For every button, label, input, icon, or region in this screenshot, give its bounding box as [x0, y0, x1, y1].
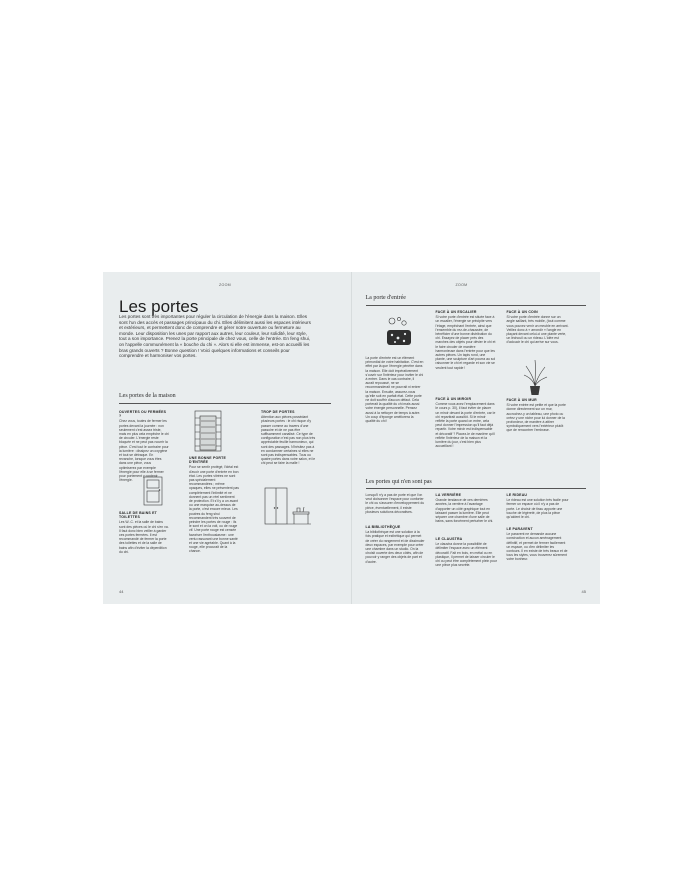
block-heading: FACE À UN MIROIR — [435, 397, 472, 401]
block-facing-mirror — [436, 397, 496, 450]
block-text: Le claustra donne la possibilité de délimiter l'espace avec un élément décoratif. Fait en bois, en métal ou en plastique, il permet de laisser circuler le chi ou peut être complètement plein pour une pièce plus secrète. — [435, 542, 497, 568]
block-heading: LE RIDEAU — [506, 493, 528, 497]
running-header: ZOOM — [455, 283, 468, 287]
block-good-front-door — [189, 456, 239, 556]
block-text: La porte d'entrée est un élément primordial de votre habitation. C'est en effet par là que l'énergie pénètre dans la maison. Elle doit impérativement s'ouvrir sur l'intérieur pour inviter le chi à entrer. Dans le cas contraire, il aurait repoussé, ne se recommanderait ne pourrait ni entrer la maison. Ensuite, assurez-vous qu'elle soit en parfait état. Cette porte ne doit souffrir d'aucun défaut. Cela porterait la qualité du chi mais aussi votre énergie personnelle. Pensez aussi à la nettoyer de temps à autre. Un coup d'éponge améliorera la qualité du chi ! — [365, 356, 424, 424]
block-text: Grande tendance de ces dernières années, la verrière à l'avantage d'apporter un côté graphique tout en laissant passer la lumière. Elle peut séparer une chambre d'une salle de bains, sans forcément perturber le chi. — [435, 498, 494, 524]
block-heading: LE PARAVENT — [506, 527, 533, 531]
section-rule — [119, 403, 331, 404]
block-facing-staircase — [436, 310, 496, 372]
block-facing-corner — [507, 310, 569, 347]
block-text: Le paravent ne demande aucune construction et aucun aménagement définitif, et permet de fermer facilement un espace, ou d'en délimiter les contours. Il en existe de très beaux et de tous les styles, vous trouverez sûrement votre bonheur. — [506, 532, 568, 562]
left-page — [103, 272, 352, 604]
intro-paragraph: Les portes sont très importantes pour réguler la circulation de l'énergie dans la maison. Elles sont l'un des accès et passages principaux du chi. Elles délimitent aussi les espaces intérieurs et extérieurs, et permettent donc de comprendre et gérer notre ouverture ou fermeture au monde. Leur disposition les unes par rapport aux autres, leur couleur, leur solidité, leur style, tout a son importance. Prenez la porte principale de chez vous, celle de l'entrée. En feng shui, on l'appelle communément la « bouche du chi ». Alors si elle est immense, est-on accueilli les bras grands ouverts ? Bonne question ! Voici quelques informations et conseils pour comprendre et harmoniser vos portes. — [119, 314, 311, 359]
block-heading: FACE À UN ESCALIER — [435, 310, 477, 314]
block-front-door-intro — [366, 356, 424, 425]
block-text: Attention aux pièces possédant plusieurs portes : le chi risque d'y passer comme au travers d'une passoire et de ne pas être suffisamment canalisé. Ce type de configuration n'est pas non plus très appréciable feuille harmonieux, qui sont des passages. N'hésitez pas à en condamner certaines si elles ne sont pas indispensables. Tous ou quatre portes dans votre salon, et le chi peut se faire la malle ! — [261, 415, 316, 466]
block-heading: LA VERRIÈRE — [435, 493, 462, 497]
section-rule — [366, 305, 586, 306]
block-text: Lorsqu'il n'y a pas de porte et que l'on veut cloisonner l'espace pour conforter le chi ou s'assurer d'enveloppement du pièce, éventuellement, il existe plusieurs solutions décoratives. — [365, 493, 425, 514]
double-door-room-illustration — [263, 486, 313, 526]
plant-illustration — [520, 358, 550, 396]
block-open-closed — [119, 410, 169, 484]
block-bathroom-toilets — [119, 511, 169, 556]
block-non-doors-intro — [366, 493, 426, 516]
block-heading: FACE À UN COIN — [506, 310, 538, 314]
block-text: Si votre entrée est petite et que la porte donne directement sur un mur, accrochez-y un tableau, une photo ou créez y une niche pour lui donner de la profondeur, de manière à attirer symboliquement vers l'extérieur plutôt que de rencontrer l'embrase. — [506, 403, 566, 433]
block-heading: LA BIBLIOTHÈQUE — [365, 525, 401, 529]
right-page — [352, 272, 601, 604]
page-number: 45 — [581, 589, 586, 594]
block-text: Si votre porte d'entrée est située face à un escalier, l'énergie se précipite vers l'étage, empêchant l'entrée, ainsi que l'ensemble du rez-de-chaussée, de bénéficier d'une bonne distribution du chi. Essayez de placer près des marches des objets pour dévier le chi et le faire circuler de manière harmonieuse dans l'entrée pour que les autres pièces. Un tapis rond, une plante, une sculpture d'art pourra au sol raisonner le chi et regarde et son vie se veulent tout rapide ! — [435, 315, 496, 370]
block-text: Si votre porte d'entrée donne sur un angle saillant, très mobile, (tout comme vous pouvez venir un meuble en arrivant. Veillez donc à « arrondir » l'angle en plaçant devant celui-ci une plante verte, un lèchouil ou un rideau. L'idée est d'adoucir le chi qui arrive sur vous. — [506, 315, 569, 345]
section-heading-house-doors: Les portes de la maison — [119, 393, 176, 399]
block-text: Chez vous, toutes de fermer les portes devant la journée : non seulement c'est assez triste, mais en plus cela empêche le chi de circuler. L'énergie reste bloquée et ne peut pas nourrir la pièce. C'est tout le contraire pour la lumière : dissipez un oxygène et tout se détraque. En revanche, lorsque vous êtes dans une pièce, vous optimiserez par exemple l'énergie pour elle à se fermer pour portement y contenir l'énergie. — [119, 419, 169, 483]
block-heading: TROP DE PORTES — [261, 410, 295, 414]
block-text: La bibliothèque est une solution à la fois pratique et esthétique qui permet de créer du rangement et de dissimuler deux espaces, par exemple pour créer une chambre dans un studio. On la choisit ouverte des deux côtés, afin de pouvoir y ranger des objets de part et d'autre. — [365, 530, 425, 564]
running-header: ZOOM — [219, 283, 231, 287]
section-heading-front-door: La porte d'entrée — [365, 295, 406, 301]
block-bookcase — [366, 525, 426, 566]
block-curtain — [507, 493, 569, 521]
block-heading: UNE BONNE PORTE D'ENTRÉE — [189, 456, 227, 465]
page-number: 44 — [119, 589, 124, 594]
sponge-illustration — [384, 316, 414, 350]
block-too-many-doors — [261, 410, 317, 468]
block-folding-screen — [507, 527, 569, 564]
block-heading: OUVERTES OU FERMÉES ? — [119, 410, 167, 419]
section-heading-non-doors: Les portes qui n'en sont pas — [365, 479, 432, 485]
book-spread — [103, 272, 600, 604]
block-text: Le rideau est une solution très facile pour fermer un espace où il n'y a pas de porte. Le choisir de tissu apporte une touche de légèreté, de plus la pièce qu'aident le chi. — [506, 498, 569, 520]
section-rule — [366, 488, 586, 489]
block-screen-partition — [436, 537, 498, 569]
block-heading: FACE À UN MUR — [506, 398, 537, 402]
stone-entrance-illustration — [189, 410, 227, 452]
page-title: Les portes — [119, 297, 199, 316]
block-facing-wall — [507, 398, 569, 435]
block-text: Pour se sentir protégé, l'idéal est d'avoir une porte d'entrée en bon état. Les portes vitrées ne sont pas spécialement recommandées ; même opaques, elles ne présentent pas complètement l'intimité et ne donnent pas un réel sentiment de protection. Et s'il y a un avant ou une marquise au-dessus de la porte, c'est encore mieux. Les poutres du feng shui recommandent très souvent de peindre les portes de rouge : ils le sont et on la voit, ou de rouge vif. Une porte rouge est censée favoriser l'enthousiasme : une vertu rassurant une bonne santé et une vie agréable. Quant à la rouge, elle procurait de la chance. — [189, 465, 239, 554]
block-heading: LE CLAUSTRA — [435, 537, 463, 541]
door-illustration — [142, 476, 164, 506]
block-glass-wall — [436, 493, 498, 525]
block-heading: SALLE DE BAINS ET TOILETTES — [119, 511, 158, 520]
block-text: Comme vous avez l'emplacement dans le cours p. 30), il faut éviter de placer un miroir devant la porte d'entrée, car le chi repartirait aussitôt. Si le miroir reflète la porte quand on entre, cela peut donner l'impression qu'il faut déjà repartir. Votre miroir est indispensable et décoratif ? Placez-le de manière qu'il reflète l'intérieur de la maison et la lumière du jour, c'est bien plus accueillant ! — [435, 402, 496, 449]
block-text: Les W.-C. et la salle de bains sont des pièces où le chi s'en va. Il faut donc bien veiller à garder ces portes fermées. Il est recommandé de fermer la porte des toilettes et de la salle de bains afin d'éviter la déperdition du chi. — [119, 520, 169, 554]
